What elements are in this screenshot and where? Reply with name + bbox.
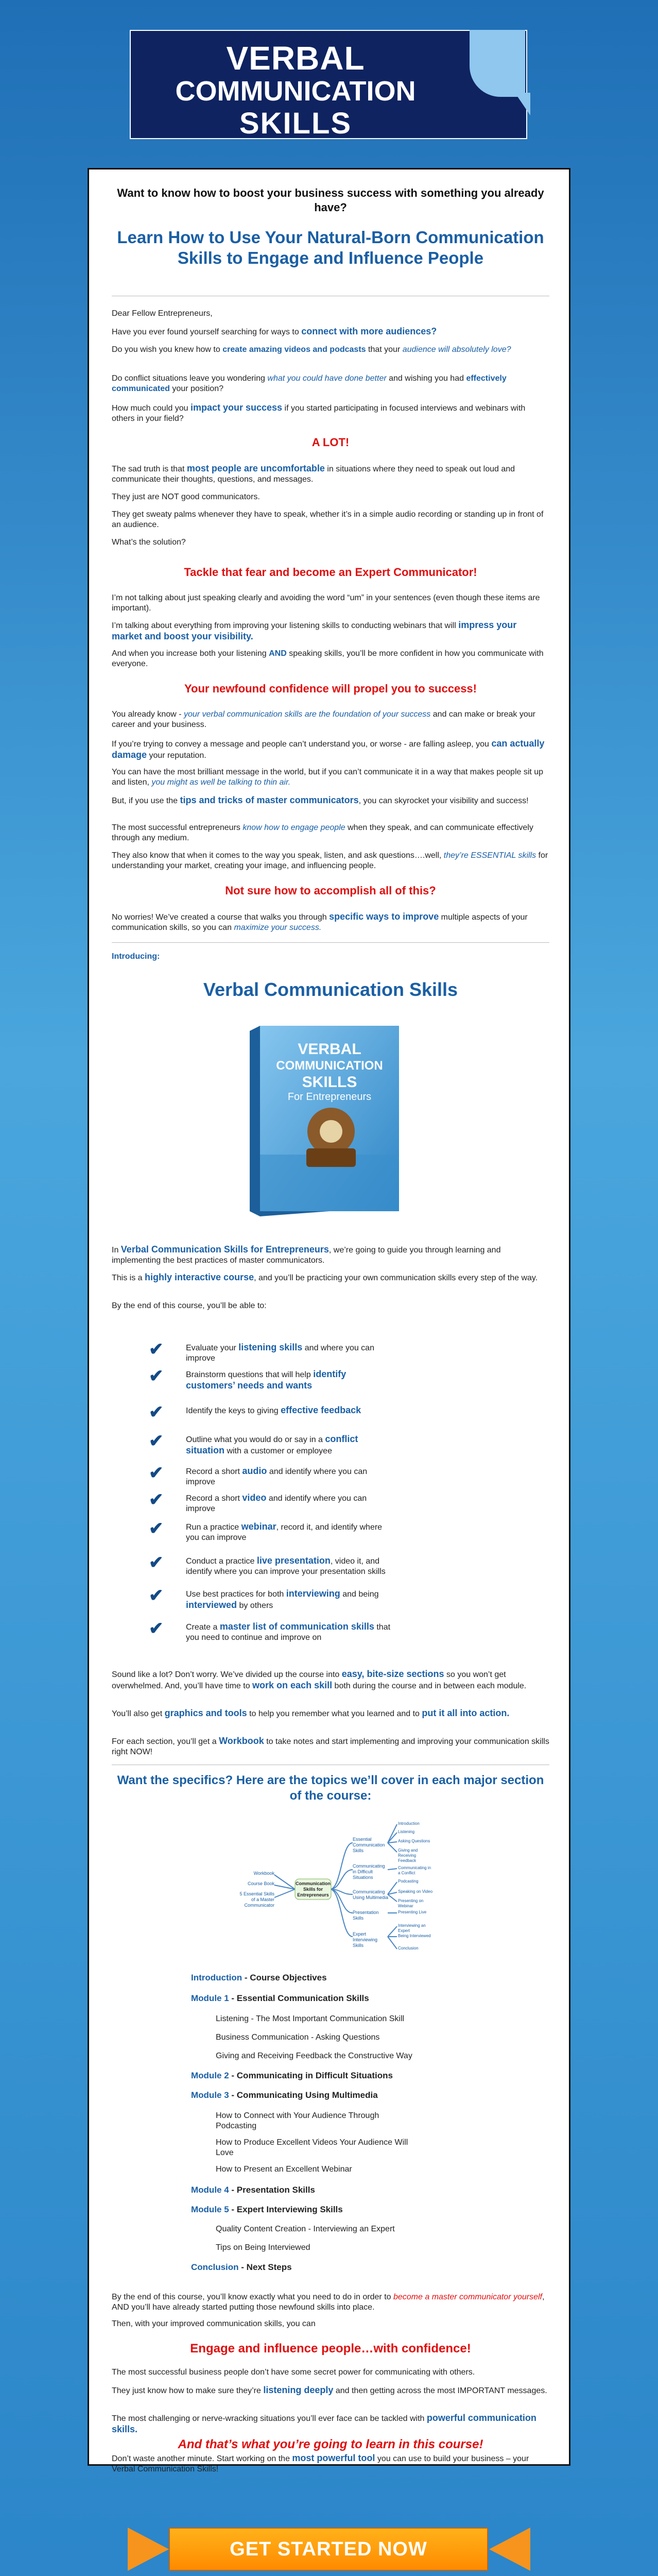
outline-module: Module 1 - Essential Communication Skills bbox=[191, 1993, 369, 2003]
paragraph: By the end of this course, you’ll know exactly what you need to do in order to become a master communicator yourself, AND you’ll have already started putting those newfound skills into place. bbox=[112, 2293, 545, 2312]
logo-line-2: COMMUNICATION bbox=[175, 76, 416, 107]
benefit-item: Create a master list of communication skills that you need to continue and improve on bbox=[186, 1621, 391, 1642]
section-heading: Not sure how to accomplish all of this? bbox=[225, 884, 436, 897]
checkmark-icon: ✔ bbox=[149, 1366, 164, 1386]
mindmap-center: Communication Skills for Entrepreneurs bbox=[295, 1881, 331, 1897]
paragraph: How much could you impact your success if you started participating in focused interviews and webinars with others in your field? bbox=[112, 402, 526, 423]
mindmap-node: 5 Essential Skills of a Master Communicator bbox=[239, 1891, 274, 1908]
outline-topic: Listening - The Most Important Communication Skill bbox=[216, 2014, 405, 2023]
checkmark-icon: ✔ bbox=[149, 1340, 164, 1359]
outline-topic: Business Communication - Asking Questions bbox=[216, 2033, 380, 2042]
mindmap-leaf: Interviewing an Expert bbox=[398, 1923, 426, 1933]
benefit-item: Conduct a practice live presentation, video it, and identify where you can improve your presentation skills bbox=[186, 1555, 386, 1576]
specifics-heading: Want the specifics? Here are the topics we’ll cover in each major section of the course: bbox=[117, 1773, 544, 1803]
paragraph: By the end of this course, you’ll be able to: bbox=[112, 1301, 267, 1310]
outline-topic: How to Connect with Your Audience Through Podcasting bbox=[216, 2111, 379, 2130]
paragraph: If you’re trying to convey a message and people can’t understand you, or worse - are falling asleep, you can actually damage your reputation. bbox=[112, 738, 545, 760]
mindmap-leaf: Presenting on Webinar bbox=[398, 1899, 424, 1908]
paragraph: I’m talking about everything from improving your listening skills to conducting webinars that will impress your market and boost your visibility. bbox=[112, 620, 517, 641]
paragraph: What’s the solution? bbox=[112, 538, 186, 547]
benefit-item: Use best practices for both interviewing and being interviewed by others bbox=[186, 1588, 379, 1610]
mindmap-node: Workbook bbox=[253, 1871, 274, 1876]
greeting: Dear Fellow Entrepreneurs, bbox=[112, 309, 213, 318]
paragraph: The sad truth is that most people are uncomfortable in situations where they need to speak out loud and communicate their thoughts, questions, and messages. bbox=[112, 463, 515, 484]
headline: Learn How to Use Your Natural-Born Communication Skills to Engage and Influence People bbox=[117, 228, 544, 267]
benefit-item: Record a short audio and identify where you can improve bbox=[186, 1466, 368, 1486]
paragraph: Do you wish you knew how to create amazing videos and podcasts that your audience will absolutely love? bbox=[112, 345, 511, 354]
benefit-item: Run a practice webinar, record it, and identify where you can improve bbox=[186, 1521, 383, 1542]
paragraph: No worries! We’ve created a course that walks you through specific ways to improve multiple aspects of your communication skills, so you can maximize your success. bbox=[112, 911, 528, 932]
book-title-2: COMMUNICATION bbox=[276, 1059, 383, 1073]
cta-banner bbox=[128, 2528, 530, 2571]
checkmark-icon: ✔ bbox=[149, 1463, 164, 1483]
outline-topic: Tips on Being Interviewed bbox=[216, 2243, 310, 2252]
benefit-item: Brainstorm questions that will help identify customers’ needs and wants bbox=[186, 1369, 347, 1391]
section-heading: Your newfound confidence will propel you to success! bbox=[184, 682, 477, 695]
mindmap-leaf: Podcasting bbox=[398, 1879, 419, 1884]
benefit-item: Identify the keys to giving effective feedback bbox=[186, 1405, 361, 1415]
paragraph: You can have the most brilliant message in the world, but if you can’t communicate it in a way that makes people sit up and listen, you might as well be talking to thin air. bbox=[112, 768, 544, 787]
section-heading: Tackle that fear and become an Expert Communicator! bbox=[184, 566, 477, 579]
paragraph: You’ll also get graphics and tools to help you remember what you learned and to put it all into action. bbox=[112, 1708, 510, 1718]
product-title: Verbal Communication Skills bbox=[203, 979, 458, 1000]
paragraph: In Verbal Communication Skills for Entrepreneurs, we’re going to guide you through learning and implementing the best practices of master communicators. bbox=[112, 1244, 501, 1265]
mindmap-node: Essential Communication Skills bbox=[353, 1837, 385, 1853]
checkmark-icon: ✔ bbox=[149, 1402, 164, 1422]
outline-module: Module 2 - Communicating in Difficult Situations bbox=[191, 2071, 393, 2080]
arrow-left-icon bbox=[489, 2528, 530, 2571]
mindmap-node: Presentation Skills bbox=[353, 1910, 379, 1921]
checkmark-icon: ✔ bbox=[149, 1490, 164, 1510]
mindmap-leaf: Asking Questions bbox=[398, 1839, 430, 1843]
section-heading: Engage and influence people…with confidence! bbox=[190, 2342, 471, 2355]
logo-line-1: VERBAL bbox=[226, 40, 365, 77]
outline-topic: How to Produce Excellent Videos Your Audience Will Love bbox=[216, 2138, 408, 2157]
outline-module: Module 4 - Presentation Skills bbox=[191, 2185, 315, 2195]
paragraph: Don’t waste another minute. Start working on the most powerful tool you can use to build your business – your Verbal Communication Skills! bbox=[112, 2453, 529, 2473]
outline-topic: How to Present an Excellent Webinar bbox=[216, 2165, 352, 2174]
paragraph: They just know how to make sure they’re listening deeply and then getting across the most IMPORTANT messages. bbox=[112, 2385, 547, 2395]
outline-module: Conclusion - Next Steps bbox=[191, 2262, 292, 2272]
get-started-button[interactable]: GET STARTED NOW bbox=[169, 2528, 488, 2571]
paragraph: I’m not talking about just speaking clearly and avoiding the word “um” in your sentences (even though these items are important). bbox=[112, 594, 540, 613]
mindmap-node: Course Book bbox=[247, 1881, 274, 1886]
checkmark-icon: ✔ bbox=[149, 1553, 164, 1572]
mindmap-leaf: Introduction bbox=[398, 1821, 420, 1826]
paragraph: Do conflict situations leave you wondering what you could have done better and wishing you had effectively communicated your position? bbox=[112, 374, 507, 393]
benefit-item: Outline what you would do or say in a conflict situation with a customer or employee bbox=[186, 1434, 358, 1455]
benefit-item: Record a short video and identify where you can improve bbox=[186, 1493, 367, 1513]
mindmap-leaf: Giving and Receiving Feedback bbox=[398, 1848, 418, 1863]
checkmark-icon: ✔ bbox=[149, 1619, 164, 1638]
header-logo bbox=[130, 30, 527, 139]
mindmap-node: Communicating in Difficult Situations bbox=[353, 1863, 385, 1880]
introducing-label: Introducing: bbox=[112, 952, 160, 961]
outline-module: Module 5 - Expert Interviewing Skills bbox=[191, 2205, 343, 2214]
paragraph: The most successful entrepreneurs know how to engage people when they speak, and can communicate effectively through any medium. bbox=[112, 823, 533, 842]
paragraph: They also know that when it comes to the way you speak, listen, and ask questions….well, they’re ESSENTIAL skills for understanding your market, creating your image, and influencing people. bbox=[112, 851, 548, 870]
checkmark-icon: ✔ bbox=[149, 1431, 164, 1451]
mindmap-leaf: Listening bbox=[398, 1829, 415, 1834]
mindmap-node: Expert Interviewing Skills bbox=[353, 1931, 378, 1948]
paragraph: The most challenging or nerve-wracking situations you’ll ever face can be tackled with powerful communication skills. bbox=[112, 2413, 536, 2434]
divider bbox=[112, 942, 549, 943]
mindmap-node: Communicating Using Multimedia bbox=[353, 1889, 389, 1900]
mindmap-leaf: Being Interviewed bbox=[398, 1934, 431, 1938]
mindmap-leaf: Presenting Live bbox=[398, 1910, 427, 1914]
outline-topic: Giving and Receiving Feedback the Constructive Way bbox=[216, 2052, 412, 2060]
paragraph: But, if you use the tips and tricks of master communicators, you can skyrocket your visibility and success! bbox=[112, 795, 529, 805]
intro-question: Want to know how to boost your business success with something you already have? bbox=[117, 187, 544, 214]
checkmark-icon: ✔ bbox=[149, 1586, 164, 1605]
paragraph: This is a highly interactive course, and you’ll be practicing your own communication skills every step of the way. bbox=[112, 1272, 538, 1282]
product-book-image bbox=[245, 1026, 404, 1222]
paragraph: They get sweaty palms whenever they have to speak, whether it’s in a simple audio recording or standing up in front of an audience. bbox=[112, 510, 544, 529]
paragraph: Sound like a lot? Don’t worry. We’ve divided up the course into easy, bite-size sections so you won’t get overwhelmed. And, you’ll have time to work on each skill both during the course and in between each module. bbox=[112, 1669, 527, 1690]
benefit-item: Evaluate your listening skills and where you can improve bbox=[186, 1342, 374, 1363]
mindmap-leaf: Speaking on Video bbox=[398, 1889, 433, 1894]
outline-topic: Quality Content Creation - Interviewing an Expert bbox=[216, 2225, 395, 2233]
paragraph: They just are NOT good communicators. bbox=[112, 493, 260, 501]
checkmark-icon: ✔ bbox=[149, 1519, 164, 1538]
book-subtitle: For Entrepreneurs bbox=[287, 1091, 372, 1103]
section-heading: And that’s what you’re going to learn in this course! bbox=[178, 2437, 483, 2451]
outline-module: Introduction - Course Objectives bbox=[191, 1973, 327, 1982]
paragraph: The most successful business people don’t have some secret power for communicating with others. bbox=[112, 2368, 475, 2377]
mindmap-leaf: Communicating in a Conflict bbox=[398, 1866, 431, 1875]
book-title-3: SKILLS bbox=[302, 1074, 357, 1091]
section-heading: A LOT! bbox=[311, 436, 350, 449]
mindmap-leaf: Conclusion bbox=[398, 1946, 419, 1951]
paragraph: And when you increase both your listening AND speaking skills, you’ll be more confident in how you communicate with everyone. bbox=[112, 649, 544, 668]
sales-letter bbox=[88, 168, 570, 2473]
speech-bubble-icon bbox=[470, 30, 525, 97]
arrow-right-icon bbox=[128, 2528, 169, 2571]
logo-line-3: SKILLS bbox=[239, 107, 352, 140]
book-title-1: VERBAL bbox=[298, 1041, 361, 1058]
paragraph: For each section, you’ll get a Workbook to take notes and start implementing and improving your communication skills right NOW! bbox=[112, 1736, 549, 1756]
paragraph: You already know - your verbal communication skills are the foundation of your success and can make or break your career and your business. bbox=[112, 710, 535, 729]
paragraph: Have you ever found yourself searching for ways to connect with more audiences? bbox=[112, 326, 437, 336]
outline-module: Module 3 - Communicating Using Multimedia bbox=[191, 2090, 378, 2100]
paragraph: Then, with your improved communication skills, you can bbox=[112, 2319, 316, 2328]
course-mind-map bbox=[218, 1817, 434, 1961]
